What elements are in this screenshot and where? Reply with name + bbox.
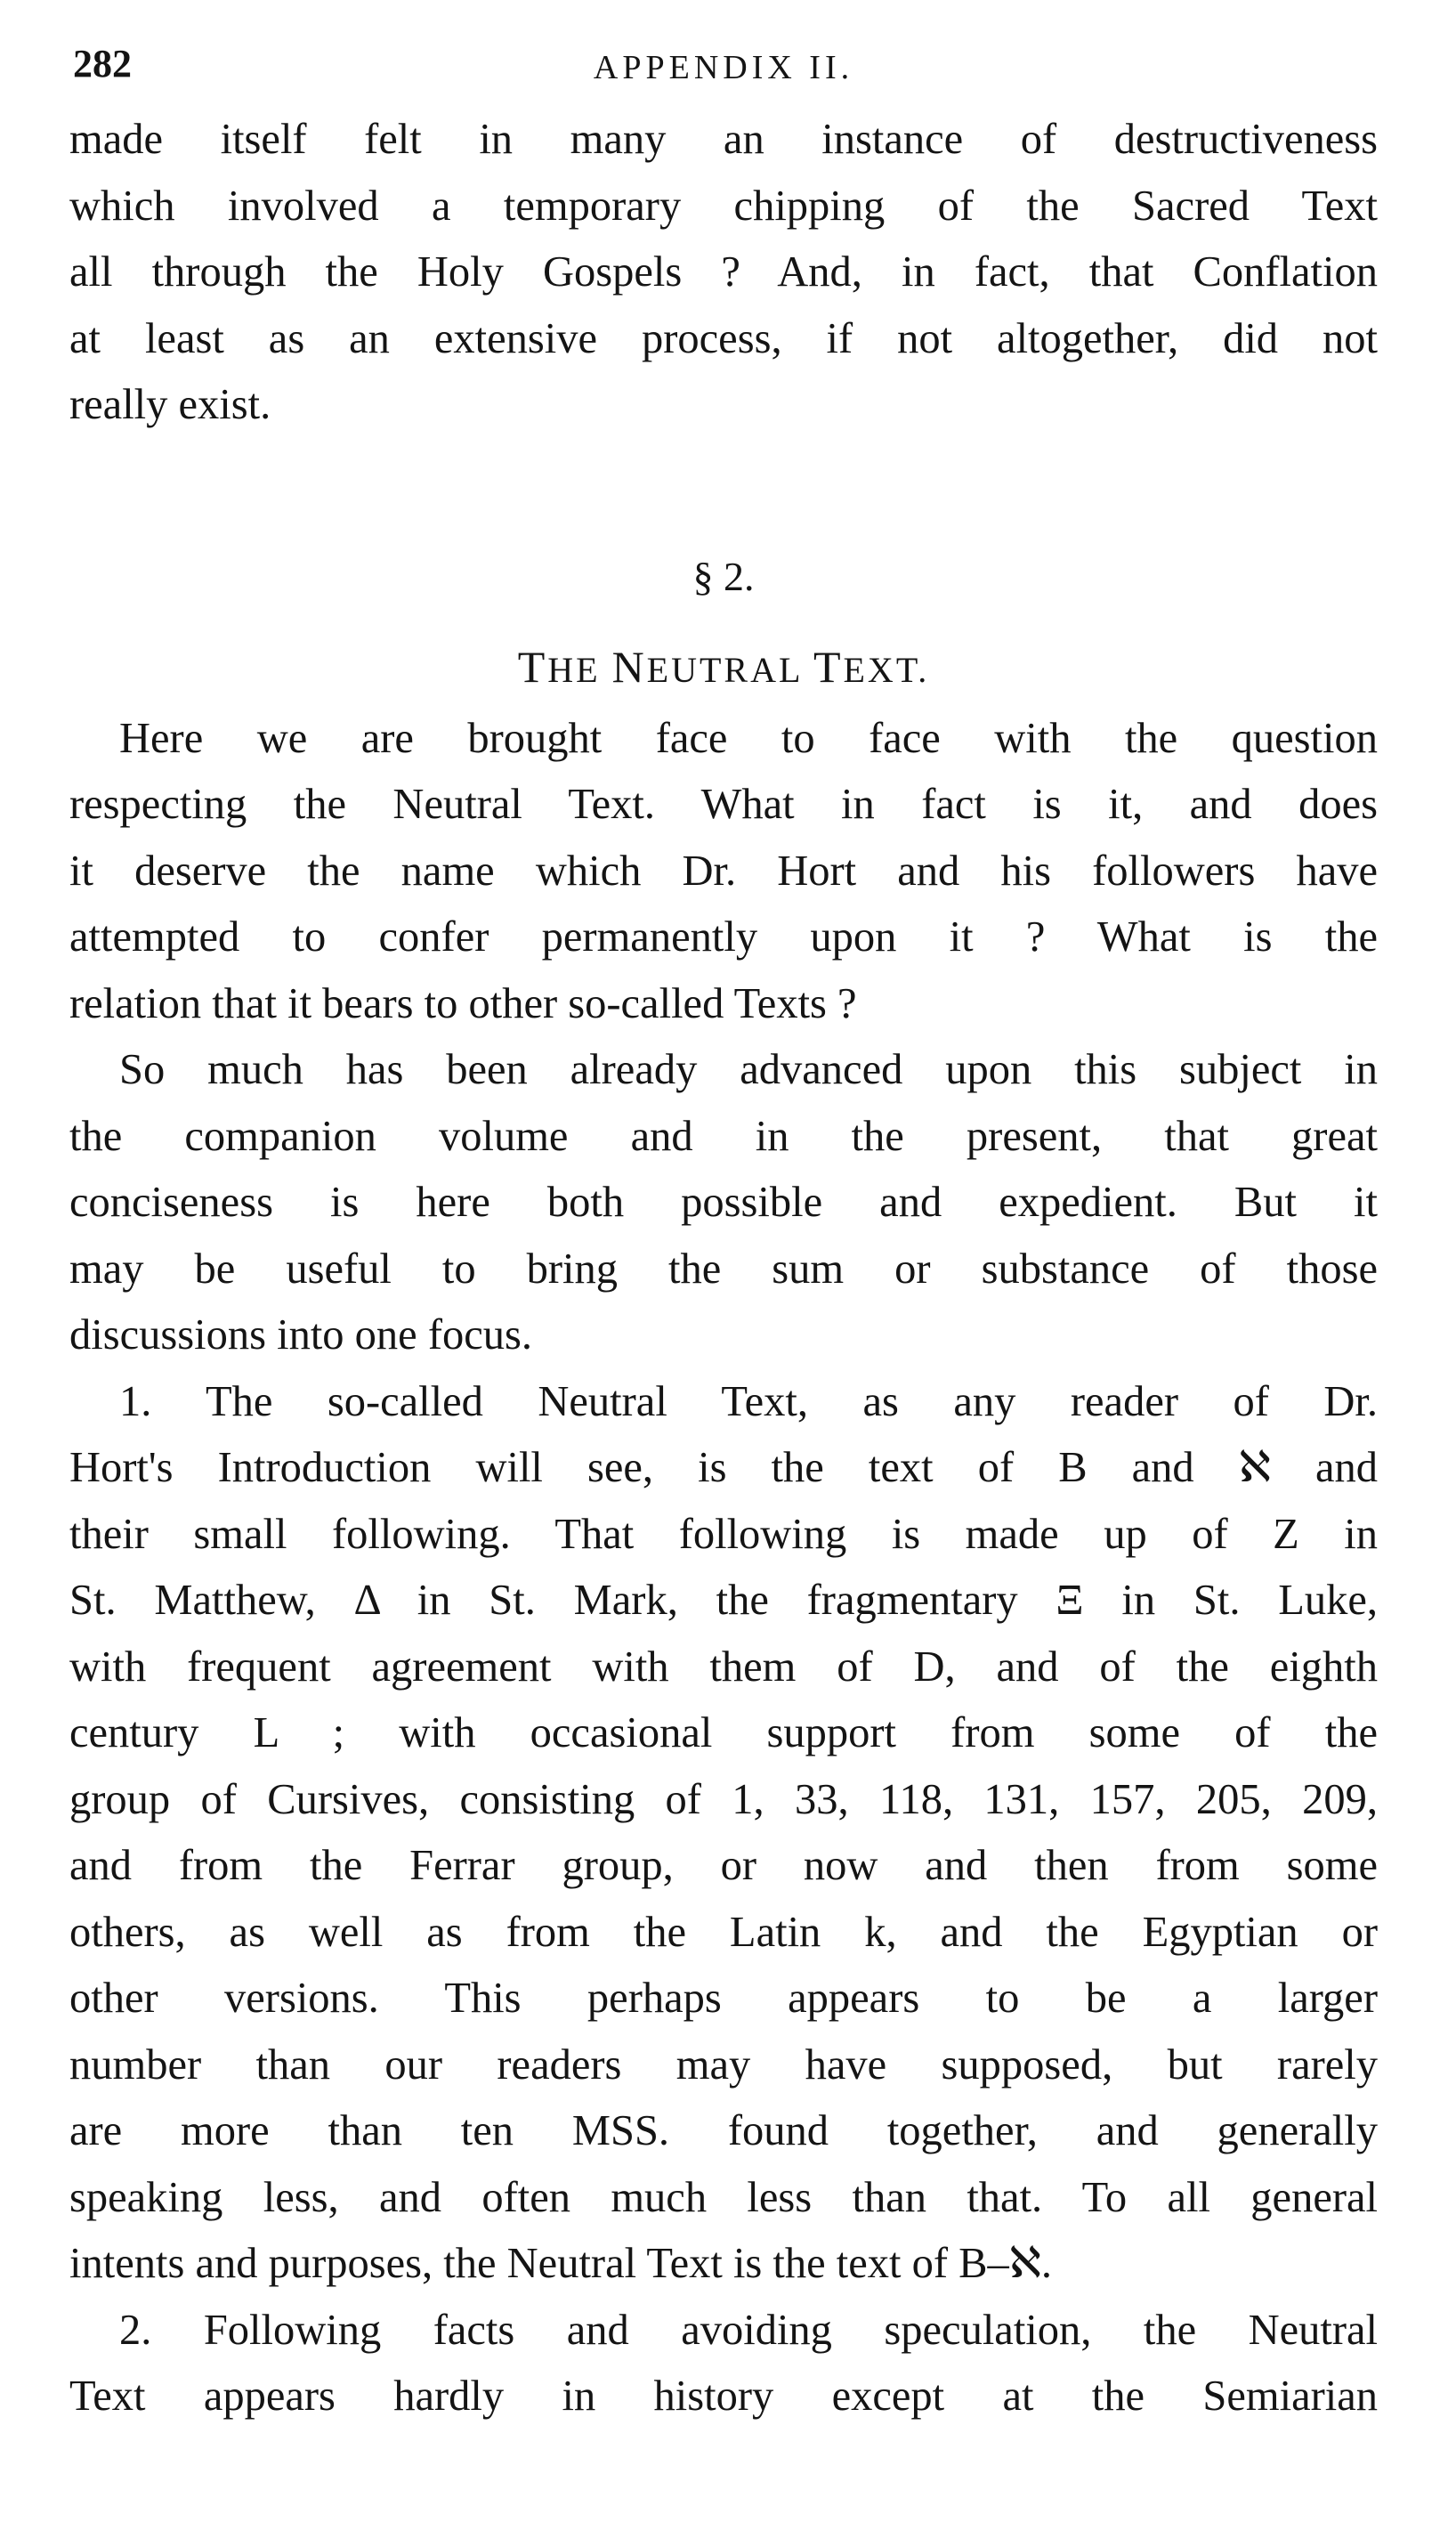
text-line: So much has been already advanced upon this subject in [119, 1046, 1378, 1093]
text-line: relation that it bears to other so-called Texts ? [69, 979, 857, 1027]
text-line: made itself felt in many an instance of destructiveness [69, 116, 1378, 163]
text-line: group of Cursives, consisting of 1, 33, 118, 131, 157, 205, 209, [69, 1775, 1378, 1823]
text-line: other versions. This perhaps appears to be a larger [69, 1975, 1378, 2022]
text-line: St. Matthew, Δ in St. Mark, the fragmentary Ξ in St. Luke, [69, 1577, 1378, 1624]
paragraph-point-1 [69, 1369, 1378, 2298]
text-line: Text appears hardly in history except at the Semiarian [69, 2373, 1378, 2420]
text-line: Here we are brought face to face with the question [119, 714, 1378, 762]
text-line: at least as an extensive process, if not altogether, did not [69, 314, 1378, 362]
text-line: and from the Ferrar group, or now and then from some [69, 1842, 1378, 1889]
running-title: APPENDIX II. [593, 49, 854, 86]
running-head [69, 36, 1378, 107]
text-line: the companion volume and in the present, that great [69, 1112, 1378, 1160]
section-title-part: T [813, 641, 844, 692]
section-title-part: N [611, 641, 647, 692]
text-line: others, as well as from the Latin k, and the Egyptian or [69, 1908, 1378, 1956]
page-number: 282 [73, 42, 132, 85]
text-line: attempted to confer permanently upon it ? What is the [69, 913, 1378, 961]
paragraph-continuation [69, 107, 1378, 439]
section-mark: § 2. [692, 553, 755, 599]
text-line: number than our readers may have supposed, but rarely [69, 2040, 1378, 2089]
text-line: century L ; with occasional support from some of the [69, 1709, 1378, 1756]
text-line: it deserve the name which Dr. Hort and his followers have [69, 847, 1378, 895]
section-title-part: EUTRAL [646, 649, 813, 690]
section-title-part: EXT. [843, 649, 930, 690]
section-title-part: T [517, 641, 548, 692]
paragraph-conciseness [69, 1037, 1378, 1369]
text-line: 1. The so-called Neutral Text, as any reader of Dr. [119, 1377, 1378, 1425]
paragraph-point-2 [69, 2298, 1378, 2430]
section-title-part: HE [547, 649, 612, 690]
text-line: their small following. That following is made up of Z in [69, 1510, 1378, 1558]
text-line: really exist. [69, 381, 271, 428]
text-line: 2. Following facts and avoiding speculation, the Neutral [119, 2306, 1378, 2354]
section-title [69, 640, 1378, 694]
text-line: respecting the Neutral Text. What in fact is it, and does [69, 781, 1378, 828]
paragraph-neutral-text-question [69, 706, 1378, 1038]
book-page [69, 36, 1378, 2430]
text-line: with frequent agreement with them of D, and of the eighth [69, 1643, 1378, 1691]
text-line: conciseness is here both possible and expedient. But it [69, 1179, 1378, 1226]
text-line: speaking less, and often much less than that. To all general [69, 2173, 1378, 2221]
text-line: Hort's Introduction will see, is the text of B and ℵ and [69, 1444, 1378, 1491]
text-line: which involved a temporary chipping of the Sacred Text [69, 182, 1378, 230]
text-line: are more than ten MSS. found together, and generally [69, 2107, 1378, 2154]
text-line: discussions into one focus. [69, 1311, 533, 1359]
text-line: intents and purposes, the Neutral Text is the text of B–ℵ. [69, 2240, 1053, 2287]
text-line: may be useful to bring the sum or substance of those [69, 1245, 1378, 1293]
text-line: all through the Holy Gospels ? And, in fact, that Conflation [69, 248, 1378, 296]
